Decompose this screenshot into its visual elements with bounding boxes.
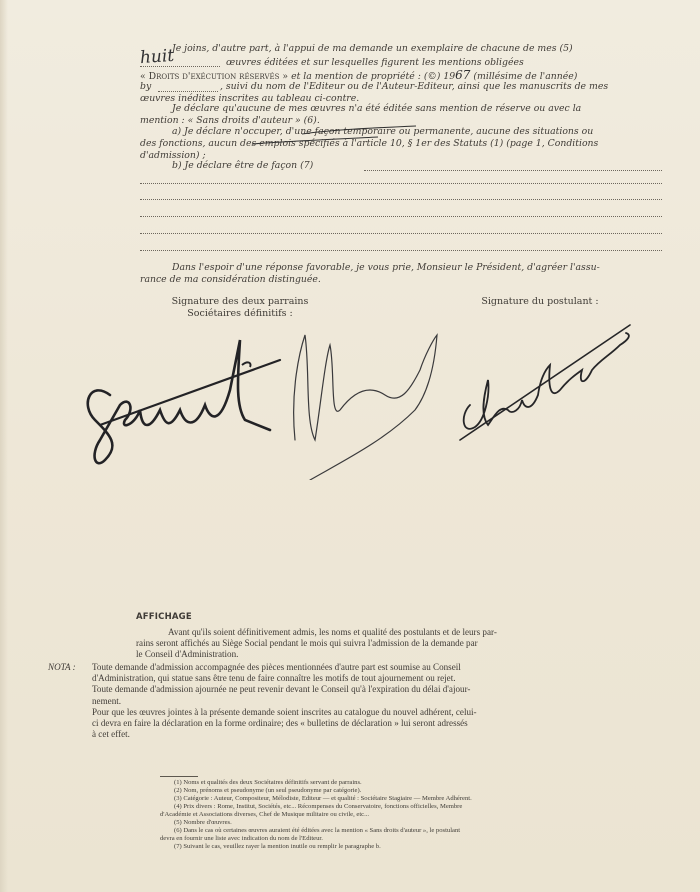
para3-line3: d'admission) ;	[140, 150, 206, 161]
handwritten-count: huit	[139, 45, 175, 69]
sponsors-label-line1: Signature des deux parrains	[171, 296, 309, 307]
handwritten-year: 67	[455, 68, 471, 82]
para1-line1: Je joins, d'autre part, à l'appui de ma demande un exemplaire de chacune de mes (5)	[172, 43, 573, 54]
affichage-line1: Avant qu'ils soient définitivement admis, les noms et qualité des postulants et de leurs par-	[168, 627, 497, 637]
footnote-2: (2) Nom, prénoms et pseudonyme (un seul pseudonyme par catégorie).	[174, 787, 362, 794]
applicant-signature	[450, 315, 640, 445]
dotted-line-3	[140, 216, 662, 217]
nota-line2: d'Administration, qui statue sans être tenu de faire connaître les motifs de tout ajournement ou rejet.	[92, 673, 456, 684]
footnote-rule	[160, 776, 198, 777]
sponsor-signature-1	[70, 335, 285, 485]
dotted-line-1	[140, 183, 662, 184]
nota-line6: ci devra en faire la déclaration en la forme ordinaire; des « bulletins de déclaration » lui seront adressés	[92, 718, 468, 729]
year-hint: (millésime de l'année)	[473, 71, 578, 82]
nota-line7: à cet effet.	[92, 729, 130, 740]
footnote-1: (1) Noms et qualités des deux Sociétaires définitifs servant de parrains.	[174, 779, 362, 786]
sponsors-label-line2: Sociétaires définitifs :	[187, 308, 293, 319]
para1-line5: œuvres inédites inscrites au tableau ci-contre.	[140, 93, 360, 104]
declaration-dotted-line	[364, 170, 662, 171]
nota-label: NOTA :	[48, 662, 76, 672]
nota-line3: Toute demande d'admission ajournée ne peut revenir devant le Conseil qu'à l'expiration du délai d'ajour-	[92, 684, 471, 695]
para1-line2: œuvres éditées et sur lesquelles figurent les mentions obligées	[226, 57, 524, 68]
sponsors-label	[150, 296, 330, 320]
footnote-7: (7) Suivant le cas, veuillez rayer la mention inutile ou remplir le paragraphe b.	[174, 843, 381, 850]
dotted-line-2	[140, 199, 662, 200]
para2-line1: Je déclare qu'aucune de mes œuvres n'a été éditée sans mention de réserve ou avec la	[172, 103, 582, 114]
applicant-label: Signature du postulant :	[481, 296, 599, 307]
dotted-line-5	[140, 250, 662, 251]
paper-edge	[0, 0, 8, 892]
para1-line4-by: by	[140, 81, 152, 92]
sponsor-signature-2	[285, 330, 455, 480]
para3-line1: a) Je déclare n'occuper, d'une façon temporaire ou permanente, aucune des situations ou	[172, 126, 594, 137]
para2-line2: mention : « Sans droits d'auteur » (6).	[140, 115, 320, 126]
closing-line1: Dans l'espoir d'une réponse favorable, je vous prie, Monsieur le Président, d'agréer l'assu-	[172, 262, 600, 273]
affichage-line3: le Conseil d'Administration.	[136, 649, 239, 660]
nota-line4: nement.	[92, 695, 122, 706]
dotted-line-4	[140, 233, 662, 234]
closing-line2: rance de ma considération distinguée.	[140, 274, 321, 285]
footnote-6: (6) Dans le cas où certaines œuvres auraient été éditées avec la mention « Sans droits d'auteur », le postulant	[174, 827, 461, 834]
property-mention: et la mention de propriété : (©) 19	[291, 71, 456, 82]
nota-text	[92, 662, 640, 740]
count-dotted-line	[140, 66, 220, 67]
footnote-5: (5) Nombre d'œuvres.	[174, 819, 232, 826]
affichage-line2: rains seront affichés au Siège Social pendant le mois qui suivra l'admission de la demande par	[136, 638, 478, 649]
para4-label: b) Je déclare être de façon (7)	[172, 160, 314, 171]
para1-line4: , suivi du nom de l'Editeur ou de l'Auteur-Editeur, ainsi que les manuscrits de mes	[220, 81, 609, 92]
footnote-4: (4) Prix divers : Rome, Institut, Sociétés, etc... Récompenses du Conservatoire, fonctions officielles, Membre	[174, 803, 463, 810]
rights-mention: « Droits d'exécution réservés »	[140, 71, 289, 82]
footnote-4-cont: d'Académie et Associations diverses, Chef de Musique militaire ou civile, etc...	[160, 811, 370, 818]
footnotes	[160, 779, 640, 851]
nota-line5: Pour que les œuvres jointes à la présente demande soient inscrites au catalogue du nouvel adhérent, celui-	[92, 706, 477, 717]
footnote-6-cont: devra en fournir une liste avec indication du nom de l'Editeur.	[160, 835, 323, 842]
pen-strike-emplois	[250, 134, 380, 154]
affichage-text	[136, 627, 636, 661]
affichage-heading: AFFICHAGE	[136, 612, 192, 622]
para3-line2: des fonctions, aucun des emplois spécifiés à l'article 10, § 1er des Statuts (1) (page 1, Conditions	[140, 138, 599, 149]
footnote-3: (3) Catégorie : Auteur, Compositeur, Mélodiste, Editeur — et qualité : Sociétaire Stagiaire — Membre Adhérent.	[174, 795, 472, 802]
nota-line1: Toute demande d'admission accompagnée des pièces mentionnées d'autre part est soumise au Conseil	[92, 662, 461, 672]
by-dotted-line	[158, 91, 218, 92]
